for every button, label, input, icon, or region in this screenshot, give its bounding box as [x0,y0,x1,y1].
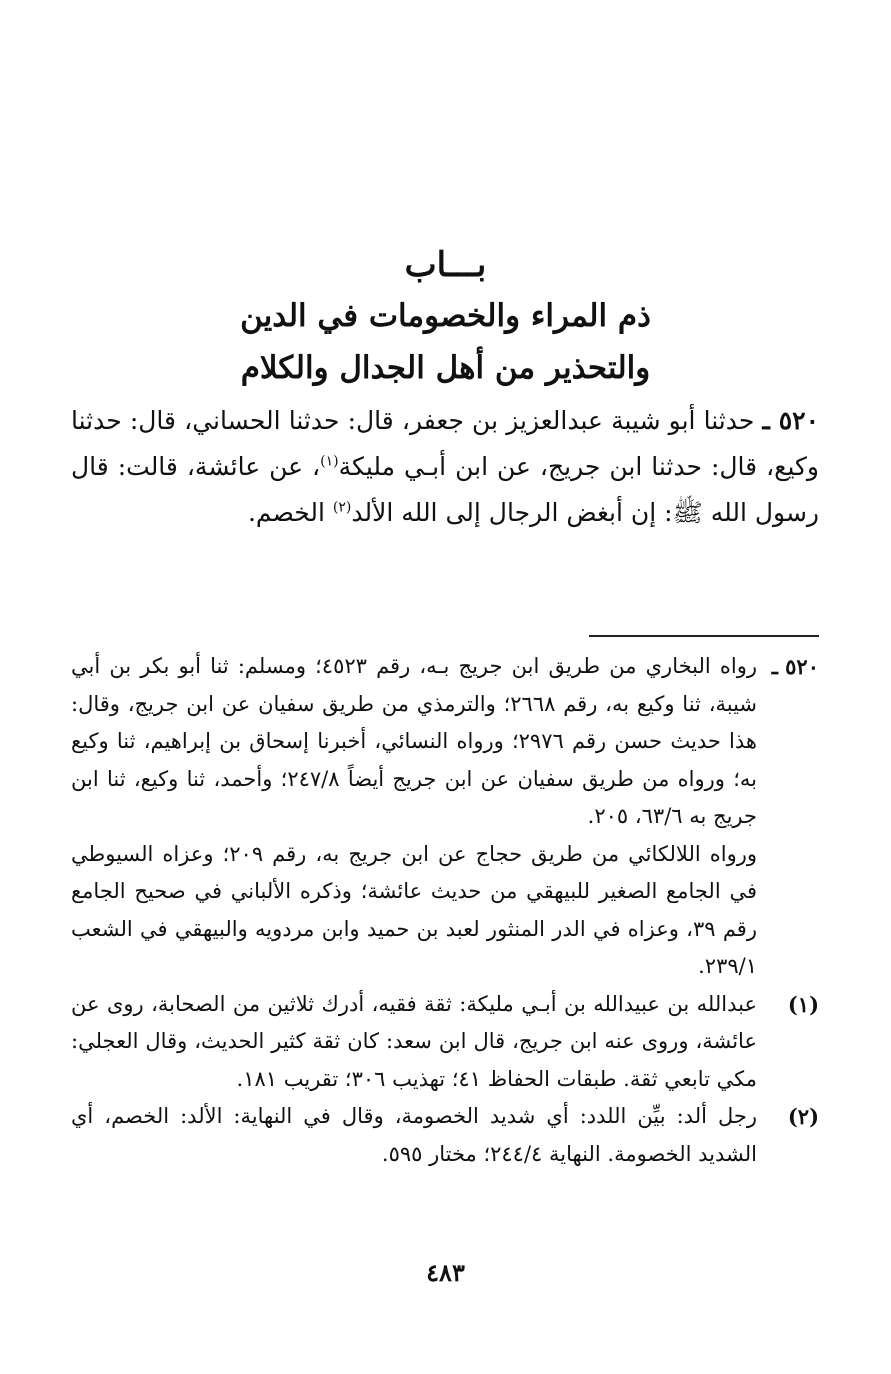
footnote-2 [71,1098,819,1173]
hadith-text [71,398,819,536]
footnote-2-body [71,1098,757,1173]
footnote-1-body [71,986,757,1099]
hadith-text-part-2: ، عن عائشة، قالت: قال رسول الله ﷺ: إن أبغض الرجال إلى الله الألد [71,452,819,527]
footnote-1-text: عبدالله بن عبيدالله بن أبـي مليكة: ثقة فقيه، أدرك ثلاثين من الصحابة، روى عن عائشة، وروى عنه ابن جريج، قال ابن سعد: كان ثقة كثير الحديث، وقال العجلي: مكي تابعي ثقة. طبقات الحفاظ ٤١؛ تهذيب ٣٠٦؛ تقريب ١٨١. [71,991,758,1091]
chapter-label: بـــاب [404,245,487,285]
footnote-marker-2: (٢) [332,499,352,516]
footnote-2-label: (٢) [787,1104,819,1129]
hadith-number: ٥٢٠ ـ [762,406,820,435]
footnote-520 [71,648,819,986]
chapter-header [90,240,801,394]
footnote-1-label: (١) [787,991,819,1017]
footnote-520-paragraph-2: ورواه اللالكائي من طريق حجاج عن ابن جريج به، رقم ٢٠٩؛ وعزاه السيوطي في الجامع الصغير للبيهقي من حديث عائشة؛ وذكره الألباني في صحيح الجامع رقم ٣٩، وعزاه في الدر المنثور لعبد بن حميد وابن مردويه والبيهقي في الشعب ٢٣٩/١. [71,841,758,978]
hadith-paragraph [71,398,819,536]
hadith-text-part-3: الخصم. [247,498,333,527]
footnote-1 [71,986,819,1099]
footnote-520-label: ٥٢٠ ـ [771,654,819,679]
page-number: ٤٨٣ [426,1258,465,1287]
footnote-divider [589,635,819,637]
chapter-title-line-1: ذم المراء والخصومات في الدين [240,298,651,334]
footnotes-section [71,648,819,1173]
footnote-520-body [71,648,757,986]
footnote-marker-1: (١) [320,453,339,470]
hadith-text-part-1: حدثنا أبو شيبة عبدالعزيز بن جعفر، قال: حدثنا الحساني، قال: حدثنا وكيع، قال: حدثنا ابن جريج، عن ابن أبـي مليكة [71,406,819,481]
chapter-title-line-2: والتحذير من أهل الجدال والكلام [240,350,651,386]
footnote-2-text: رجل ألد: بيِّن اللدد: أي شديد الخصومة، وقال في النهاية: الألد: الخصم، أي الشديد الخصومة. النهاية ٢٤٤/٤؛ مختار ٥٩٥. [71,1104,757,1166]
footnote-520-paragraph-1: رواه البخاري من طريق ابن جريج بـه، رقم ٤٥٢٣؛ ومسلم: ثنا أبو بكر بن أبي شيبة، ثنا وكيع به، رقم ٢٦٦٨؛ والترمذي من طريق سفيان عن ابن جريج، وقال: هذا حديث حسن رقم ٢٩٧٦؛ ورواه النسائي، أخبرنا إسحاق بن إبراهيم، ثنا وكيع به؛ ورواه من طريق سفيان عن ابن جريج أيضاً ٢٤٧/٨؛ وأحمد، ثنا وكيع، ثنا ابن جريج به ٦٣/٦، ٢٠٥. [71,654,758,828]
